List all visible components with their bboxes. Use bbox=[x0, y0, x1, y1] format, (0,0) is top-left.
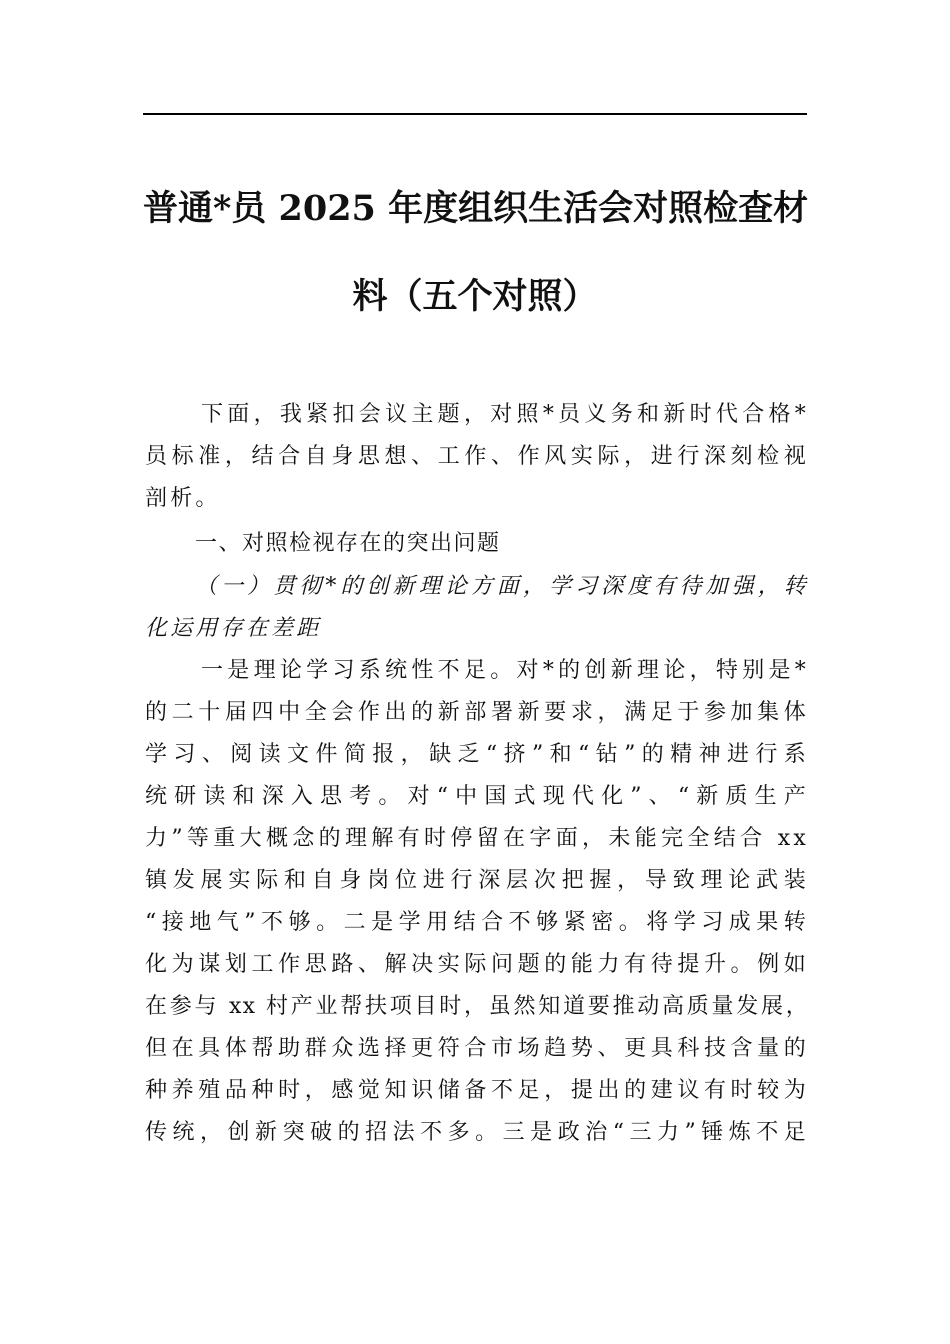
paragraph-line: 统研读和深入思考。对“中国式现代化”、“新质生产 bbox=[145, 784, 809, 809]
title-line-1: 普通*员 2025 年度组织生活会对照检查材 bbox=[143, 188, 809, 229]
paragraph-line: 化为谋划工作思路、解决实际问题的能力有待提升。例如 bbox=[145, 952, 809, 977]
subsection-heading bbox=[145, 566, 809, 650]
intro-line: 下面，我紧扣会议主题，对照*员义务和新时代合格* bbox=[201, 402, 809, 427]
subsection-line: 化运用存在差距 bbox=[145, 616, 322, 641]
document-body bbox=[145, 394, 809, 1154]
intro-paragraph bbox=[145, 394, 809, 520]
paragraph-line: 但在具体帮助群众选择更符合市场趋势、更具科技含量的 bbox=[145, 1036, 809, 1061]
paragraph-line: 传统，创新突破的招法不多。三是政治“三力”锤炼不足 bbox=[145, 1120, 809, 1145]
subsection-line: （一）贯彻*的创新理论方面，学习深度有待加强，转 bbox=[195, 574, 809, 599]
document-title bbox=[143, 165, 807, 341]
paragraph-line: 镇发展实际和自身岗位进行深层次把握，导致理论武装 bbox=[145, 868, 809, 893]
paragraph-line: 学习、阅读文件简报，缺乏“挤”和“钻”的精神进行系 bbox=[145, 742, 809, 767]
body-paragraph bbox=[145, 650, 809, 1154]
section-heading: 一、对照检视存在的突出问题 bbox=[195, 531, 501, 556]
paragraph-line: 一是理论学习系统性不足。对*的创新理论，特别是* bbox=[201, 658, 809, 683]
intro-line: 剖析。 bbox=[145, 486, 221, 511]
title-line-2: 料（五个对照） bbox=[352, 276, 598, 317]
paragraph-line: 的二十届四中全会作出的新部署新要求，满足于参加集体 bbox=[145, 700, 809, 725]
intro-line: 员标准，结合自身思想、工作、作风实际，进行深刻检视 bbox=[145, 444, 809, 469]
header-rule bbox=[143, 113, 807, 115]
paragraph-line: 种养殖品种时，感觉知识储备不足，提出的建议有时较为 bbox=[145, 1078, 809, 1103]
paragraph-line: 力”等重大概念的理解有时停留在字面，未能完全结合 xx bbox=[145, 826, 809, 851]
paragraph-line: “接地气”不够。二是学用结合不够紧密。将学习成果转 bbox=[145, 910, 809, 935]
paragraph-line: 在参与 xx 村产业帮扶项目时，虽然知道要推动高质量发展， bbox=[145, 994, 809, 1019]
